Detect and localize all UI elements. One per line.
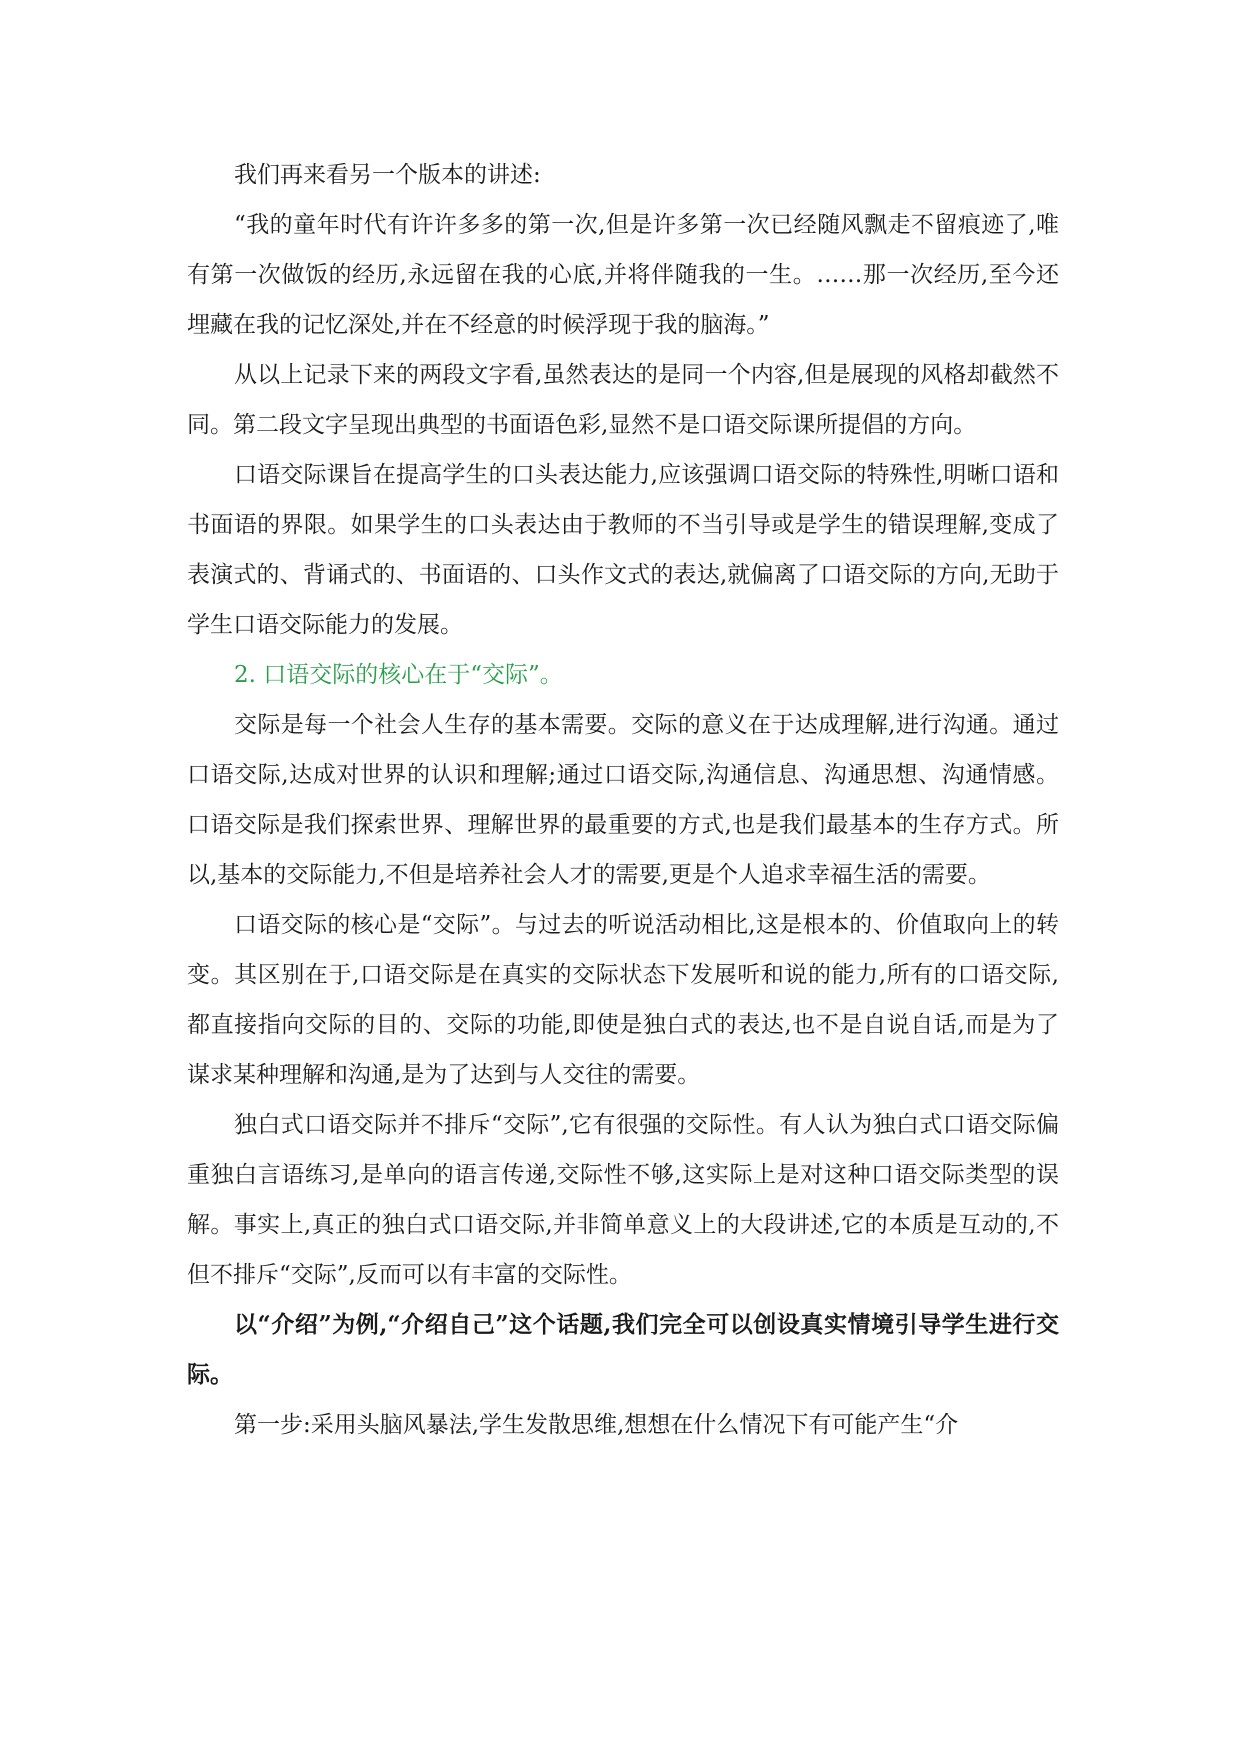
paragraph-2-quote: “我的童年时代有许许多多的第一次,但是许多第一次已经随风飘走不留痕迹了,唯有第一次做饭的经历,永远留在我的心底,并将伴随我的一生。……那一次经历,至今还埋藏在我的记忆深处,并在不经意的时候浮现于我的脑海。”	[187, 212, 1059, 338]
paragraph-1: 我们再来看另一个版本的讲述:	[234, 162, 541, 188]
paragraph-7: 独白式口语交际并不排斥“交际”,它有很强的交际性。有人认为独白式口语交际偏重独白言语练习,是单向的语言传递,交际性不够,这实际上是对这种口语交际类型的误解。事实上,真正的独白式口语交际,并非简单意义上的大段讲述,它的本质是互动的,不但不排斥“交际”,反而可以有丰富的交际性。	[187, 1112, 1059, 1288]
document-body	[187, 150, 1059, 1450]
section-heading: 2. 口语交际的核心在于“交际”。	[234, 662, 563, 688]
paragraph-5: 交际是每一个社会人生存的基本需要。交际的意义在于达成理解,进行沟通。通过口语交际,达成对世界的认识和理解;通过口语交际,沟通信息、沟通思想、沟通情感。口语交际是我们探索世界、理解世界的最重要的方式,也是我们最基本的生存方式。所以,基本的交际能力,不但是培养社会人才的需要,更是个人追求幸福生活的需要。	[187, 712, 1059, 888]
paragraph-9: 第一步:采用头脑风暴法,学生发散思维,想想在什么情况下有可能产生“介	[234, 1412, 959, 1438]
paragraph-4: 口语交际课旨在提高学生的口头表达能力,应该强调口语交际的特殊性,明晰口语和书面语的界限。如果学生的口头表达由于教师的不当引导或是学生的错误理解,变成了表演式的、背诵式的、书面语的、口头作文式的表达,就偏离了口语交际的方向,无助于学生口语交际能力的发展。	[187, 462, 1059, 638]
paragraph-8-bold: 以“介绍”为例,“介绍自己”这个话题,我们完全可以创设真实情境引导学生进行交际。	[187, 1311, 1059, 1388]
paragraph-6: 口语交际的核心是“交际”。与过去的听说活动相比,这是根本的、价值取向上的转变。其区别在于,口语交际是在真实的交际状态下发展听和说的能力,所有的口语交际,都直接指向交际的目的、交际的功能,即使是独白式的表达,也不是自说自话,而是为了谋求某种理解和沟通,是为了达到与人交往的需要。	[187, 912, 1059, 1088]
paragraph-3: 从以上记录下来的两段文字看,虽然表达的是同一个内容,但是展现的风格却截然不同。第二段文字呈现出典型的书面语色彩,显然不是口语交际课所提倡的方向。	[187, 362, 1059, 438]
